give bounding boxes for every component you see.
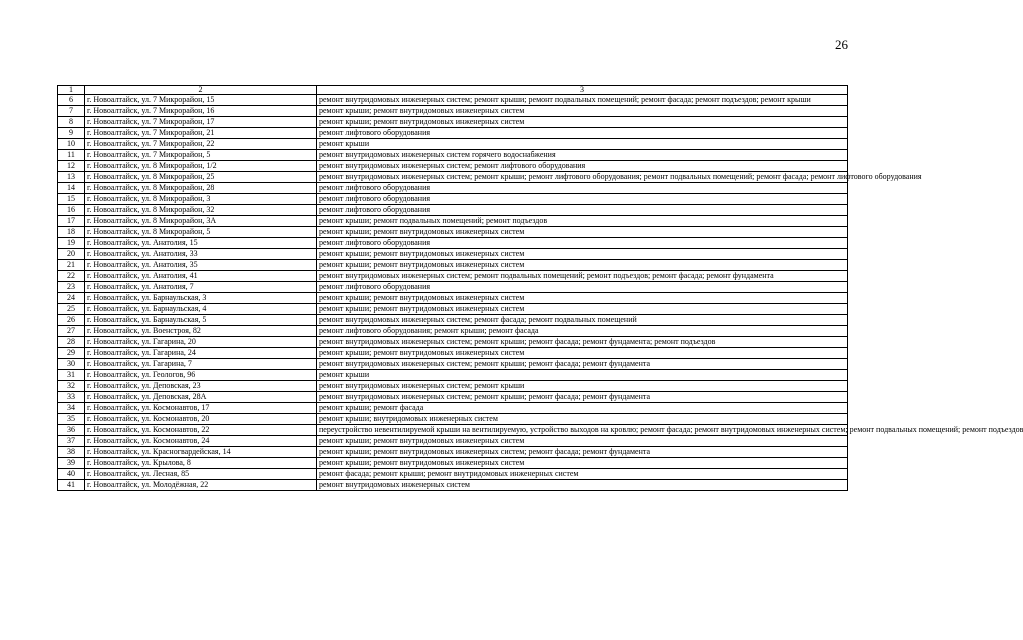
table-row — [58, 238, 848, 249]
table-row — [58, 414, 848, 425]
row-address: г. Новоалтайск, ул. 8 Микрорайон, 1/2 — [85, 161, 317, 172]
table-row — [58, 469, 848, 480]
row-number: 9 — [58, 128, 85, 139]
row-works: ремонт крыши; ремонт внутридомовых инженерных систем — [317, 227, 848, 238]
table-row — [58, 381, 848, 392]
table-row — [58, 161, 848, 172]
row-number: 16 — [58, 205, 85, 216]
row-number: 18 — [58, 227, 85, 238]
row-works: ремонт лифтового оборудования — [317, 183, 848, 194]
row-works: ремонт внутридомовых инженерных систем; ремонт лифтового оборудования — [317, 161, 848, 172]
row-number: 6 — [58, 95, 85, 106]
row-works: ремонт внутридомовых инженерных систем — [317, 480, 848, 491]
table-header-row — [58, 86, 848, 95]
table-row — [58, 205, 848, 216]
table-row — [58, 172, 848, 183]
row-number: 25 — [58, 304, 85, 315]
table-row — [58, 183, 848, 194]
row-works: ремонт крыши; ремонт внутридомовых инженерных систем — [317, 293, 848, 304]
row-number: 35 — [58, 414, 85, 425]
row-number: 14 — [58, 183, 85, 194]
row-number: 34 — [58, 403, 85, 414]
row-number: 32 — [58, 381, 85, 392]
row-works: ремонт крыши; ремонт внутридомовых инженерных систем — [317, 106, 848, 117]
row-number: 40 — [58, 469, 85, 480]
row-works: ремонт лифтового оборудования — [317, 238, 848, 249]
row-number: 20 — [58, 249, 85, 260]
table-row — [58, 403, 848, 414]
row-number: 36 — [58, 425, 85, 436]
row-address: г. Новоалтайск, ул. Геологов, 96 — [85, 370, 317, 381]
table-row — [58, 106, 848, 117]
row-address: г. Новоалтайск, ул. 8 Микрорайон, 3А — [85, 216, 317, 227]
row-address: г. Новоалтайск, ул. Молодёжная, 22 — [85, 480, 317, 491]
row-address: г. Новоалтайск, ул. Деповская, 23 — [85, 381, 317, 392]
row-works: ремонт крыши; ремонт внутридомовых инженерных систем — [317, 458, 848, 469]
row-number: 39 — [58, 458, 85, 469]
table-row — [58, 370, 848, 381]
row-address: г. Новоалтайск, ул. Анатолия, 15 — [85, 238, 317, 249]
row-number: 24 — [58, 293, 85, 304]
table-row — [58, 282, 848, 293]
row-works: ремонт лифтового оборудования — [317, 128, 848, 139]
table-row — [58, 128, 848, 139]
table-row — [58, 337, 848, 348]
row-works: ремонт внутридомовых инженерных систем горячего водоснабжения — [317, 150, 848, 161]
table-row — [58, 315, 848, 326]
row-address: г. Новоалтайск, ул. Гагарина, 7 — [85, 359, 317, 370]
row-address: г. Новоалтайск, ул. Космонавтов, 20 — [85, 414, 317, 425]
table-row — [58, 392, 848, 403]
row-works: ремонт крыши; ремонт внутридомовых инженерных систем — [317, 436, 848, 447]
row-address: г. Новоалтайск, ул. 7 Микрорайон, 17 — [85, 117, 317, 128]
row-address: г. Новоалтайск, ул. Гагарина, 24 — [85, 348, 317, 359]
table-row — [58, 326, 848, 337]
row-address: г. Новоалтайск, ул. Анатолия, 35 — [85, 260, 317, 271]
table-row — [58, 480, 848, 491]
row-address: г. Новоалтайск, ул. 8 Микрорайон, 5 — [85, 227, 317, 238]
table-row — [58, 260, 848, 271]
row-address: г. Новоалтайск, ул. 7 Микрорайон, 16 — [85, 106, 317, 117]
row-works: ремонт лифтового оборудования — [317, 205, 848, 216]
row-number: 22 — [58, 271, 85, 282]
row-address: г. Новоалтайск, ул. 8 Микрорайон, 3 — [85, 194, 317, 205]
column-header-works: 3 — [317, 86, 848, 95]
row-address: г. Новоалтайск, ул. 8 Микрорайон, 25 — [85, 172, 317, 183]
table-row — [58, 139, 848, 150]
row-number: 30 — [58, 359, 85, 370]
row-address: г. Новоалтайск, ул. Крылова, 8 — [85, 458, 317, 469]
row-address: г. Новоалтайск, ул. Космонавтов, 17 — [85, 403, 317, 414]
row-works: ремонт внутридомовых инженерных систем; ремонт крыши; ремонт лифтового оборудования; ремонт подвальных помещений; ремонт фасада; ремонт лифтового оборудования — [317, 172, 848, 183]
row-number: 26 — [58, 315, 85, 326]
table-row — [58, 304, 848, 315]
row-works: ремонт внутридомовых инженерных систем; ремонт фасада; ремонт подвальных помещений — [317, 315, 848, 326]
row-address: г. Новоалтайск, ул. Гагарина, 20 — [85, 337, 317, 348]
row-number: 27 — [58, 326, 85, 337]
row-address: г. Новоалтайск, ул. 7 Микрорайон, 22 — [85, 139, 317, 150]
row-works: ремонт крыши; ремонт внутридомовых инженерных систем — [317, 117, 848, 128]
row-number: 37 — [58, 436, 85, 447]
row-address: г. Новоалтайск, ул. 7 Микрорайон, 5 — [85, 150, 317, 161]
row-works: ремонт внутридомовых инженерных систем; ремонт крыши; ремонт фасада; ремонт фундамента; ремонт подъездов — [317, 337, 848, 348]
row-number: 41 — [58, 480, 85, 491]
row-number: 31 — [58, 370, 85, 381]
row-address: г. Новоалтайск, ул. Лесная, 85 — [85, 469, 317, 480]
row-works: ремонт крыши; ремонт внутридомовых инженерных систем — [317, 260, 848, 271]
row-number: 8 — [58, 117, 85, 128]
row-works: ремонт внутридомовых инженерных систем; ремонт крыши — [317, 381, 848, 392]
row-address: г. Новоалтайск, ул. 7 Микрорайон, 21 — [85, 128, 317, 139]
table-row — [58, 458, 848, 469]
row-address: г. Новоалтайск, ул. Космонавтов, 24 — [85, 436, 317, 447]
table-row — [58, 359, 848, 370]
row-address: г. Новоалтайск, ул. Деповская, 28А — [85, 392, 317, 403]
table-row — [58, 194, 848, 205]
row-works: ремонт крыши; ремонт внутридомовых инженерных систем — [317, 304, 848, 315]
table-row — [58, 447, 848, 458]
row-number: 23 — [58, 282, 85, 293]
row-address: г. Новоалтайск, ул. 8 Микрорайон, 32 — [85, 205, 317, 216]
row-number: 13 — [58, 172, 85, 183]
row-address: г. Новоалтайск, ул. Анатолия, 33 — [85, 249, 317, 260]
row-number: 12 — [58, 161, 85, 172]
row-address: г. Новоалтайск, ул. Анатолия, 41 — [85, 271, 317, 282]
row-address: г. Новоалтайск, ул. Барнаульская, 4 — [85, 304, 317, 315]
table-row — [58, 117, 848, 128]
row-works: ремонт внутридомовых инженерных систем; ремонт крыши; ремонт фасада; ремонт фундамента — [317, 392, 848, 403]
row-number: 17 — [58, 216, 85, 227]
row-works: ремонт крыши; ремонт внутридомовых инженерных систем — [317, 249, 848, 260]
row-address: г. Новоалтайск, ул. 8 Микрорайон, 28 — [85, 183, 317, 194]
table-row — [58, 425, 848, 436]
table-row — [58, 271, 848, 282]
row-address: г. Новоалтайск, ул. Космонавтов, 22 — [85, 425, 317, 436]
row-works: ремонт крыши; ремонт подвальных помещений; ремонт подъездов — [317, 216, 848, 227]
row-address: г. Новоалтайск, ул. Барнаульская, 3 — [85, 293, 317, 304]
row-number: 7 — [58, 106, 85, 117]
column-header-number: 1 — [58, 86, 85, 95]
row-address: г. Новоалтайск, ул. Красногвардейская, 14 — [85, 447, 317, 458]
row-address: г. Новоалтайск, ул. 7 Микрорайон, 15 — [85, 95, 317, 106]
table-row — [58, 293, 848, 304]
row-works: ремонт внутридомовых инженерных систем; ремонт крыши; ремонт подвальных помещений; ремонт фасада; ремонт подъездов; ремонт крыши — [317, 95, 848, 106]
row-works: ремонт крыши — [317, 139, 848, 150]
row-works: ремонт крыши — [317, 370, 848, 381]
row-number: 38 — [58, 447, 85, 458]
row-number: 10 — [58, 139, 85, 150]
table-row — [58, 249, 848, 260]
row-number: 15 — [58, 194, 85, 205]
repair-registry-table — [57, 85, 1023, 491]
row-number: 33 — [58, 392, 85, 403]
table-row — [58, 95, 848, 106]
row-works: ремонт внутридомовых инженерных систем; ремонт подвальных помещений; ремонт подъездов; ремонт фасада; ремонт фундамента — [317, 271, 848, 282]
row-address: г. Новоалтайск, ул. Барнаульская, 5 — [85, 315, 317, 326]
row-works: ремонт внутридомовых инженерных систем; ремонт крыши; ремонт фасада; ремонт фундамента — [317, 359, 848, 370]
row-works: ремонт крыши; ремонт внутридомовых инженерных систем; ремонт фасада; ремонт фундамента — [317, 447, 848, 458]
table-row — [58, 436, 848, 447]
table-row — [58, 227, 848, 238]
row-number: 11 — [58, 150, 85, 161]
table-row — [58, 348, 848, 359]
row-works: ремонт крыши; ремонт фасада — [317, 403, 848, 414]
table-body — [58, 95, 1023, 491]
row-number: 28 — [58, 337, 85, 348]
row-address: г. Новоалтайск, ул. Анатолия, 7 — [85, 282, 317, 293]
row-works: ремонт фасада; ремонт крыши; ремонт внутридомовых инженерных систем — [317, 469, 848, 480]
row-works: ремонт крыши; ремонт внутридомовых инженерных систем — [317, 348, 848, 359]
row-number: 29 — [58, 348, 85, 359]
row-works: ремонт лифтового оборудования; ремонт крыши; ремонт фасада — [317, 326, 848, 337]
row-number: 19 — [58, 238, 85, 249]
table-row — [58, 150, 848, 161]
row-number: 21 — [58, 260, 85, 271]
row-address: г. Новоалтайск, ул. Военстроя, 82 — [85, 326, 317, 337]
row-works: ремонт крыши; внутридомовых инженерных систем — [317, 414, 848, 425]
row-works: ремонт лифтового оборудования — [317, 194, 848, 205]
row-works: переустройство невентилируемой крыши на вентилируемую, устройство выходов на кровлю; ремонт фасада; ремонт внутридомовых инженерных систем; ремонт подвальных помещений; ремонт подъездов — [317, 425, 848, 436]
row-works: ремонт лифтового оборудования — [317, 282, 848, 293]
column-header-address: 2 — [85, 86, 317, 95]
table-row — [58, 216, 848, 227]
page-number: 26 — [835, 37, 848, 52]
